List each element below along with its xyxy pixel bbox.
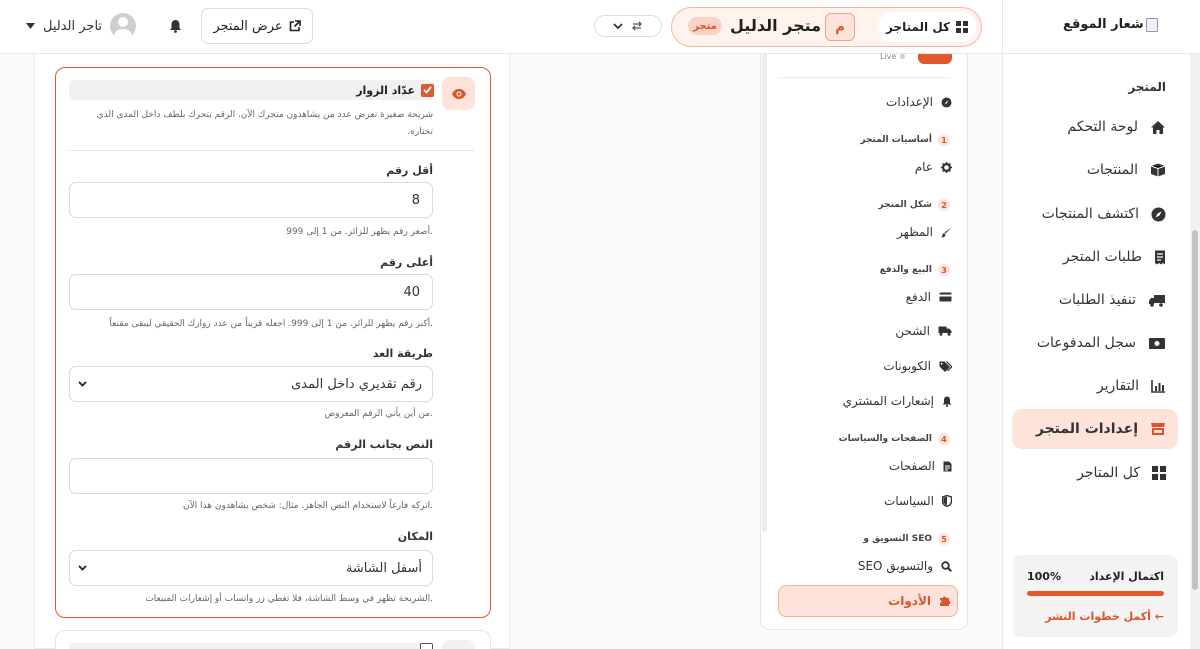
next-tool-checkbox[interactable] [420, 643, 433, 649]
settings-nav-label: عام [914, 160, 933, 174]
max-number-input[interactable] [69, 274, 433, 310]
user-menu[interactable] [26, 12, 142, 40]
section-selling [778, 262, 950, 278]
store-avatar [825, 13, 855, 41]
sidebar-item-label: كل المتاجر [1077, 465, 1140, 481]
min-number-value: 8 [411, 192, 420, 208]
section-title: التسويق و SEO [863, 534, 932, 544]
sidebar-item-store-settings[interactable] [1012, 409, 1178, 449]
enable-checkbox[interactable] [421, 84, 434, 97]
all-stores-button[interactable] [878, 12, 976, 42]
max-number-label: أعلى رقم [380, 256, 433, 269]
section-number: 4 [938, 433, 950, 445]
setup-progress-bar [1027, 591, 1164, 596]
placement-help: الشريحة تظهر في وسط الشاشة، فلا تغطي زر واتساب أو إشعارات المبيعات. [145, 594, 433, 604]
sidebar-item-label: التقارير [1096, 378, 1139, 394]
settings-nav-label: السياسات [884, 494, 934, 508]
sidebar-item-all-stores[interactable] [1012, 453, 1178, 493]
placement-label: المكان [397, 530, 433, 543]
section-pages [778, 431, 950, 447]
settings-nav-buyer-notifications[interactable] [778, 389, 958, 413]
max-number-value: 40 [403, 284, 420, 300]
live-label: Live [880, 52, 897, 61]
puzzle-icon [939, 595, 951, 607]
chevron-down-icon [613, 22, 623, 30]
store-icon [1150, 422, 1166, 436]
settings-nav-settings[interactable] [778, 90, 958, 114]
tags-icon [939, 361, 952, 372]
bell-icon [942, 396, 952, 407]
min-number-input[interactable] [69, 182, 433, 218]
sidebar-item-orders[interactable] [1012, 237, 1178, 277]
view-store-label: عرض المتجر [213, 18, 283, 34]
all-stores-label: كل المتاجر [885, 20, 951, 34]
sidebar-item-products[interactable] [1012, 150, 1178, 190]
settings-nav-scroll-track[interactable] [762, 54, 767, 532]
section-number: 2 [938, 199, 950, 211]
eye-icon [451, 88, 467, 100]
settings-nav-label: الإعدادات [886, 95, 933, 109]
avatar-head [118, 17, 128, 27]
sidebar-item-label: لوحة التحكم [1067, 119, 1138, 135]
sidebar-item-label: طلبات المتجر [1062, 249, 1142, 265]
divider [778, 77, 950, 78]
min-number-label: أقل رقم [386, 164, 433, 177]
sidebar-section-title: المتجر [1128, 80, 1166, 94]
sidebar-item-payments-log[interactable] [1012, 323, 1178, 363]
site-logo[interactable] [1063, 17, 1158, 32]
settings-nav-general[interactable] [778, 155, 958, 179]
settings-nav-coupons[interactable] [778, 354, 958, 378]
settings-nav-policies[interactable] [778, 489, 958, 513]
setup-title: اكتمال الإعداد [1089, 570, 1164, 583]
count-method-select[interactable] [69, 366, 433, 402]
box-icon [1150, 163, 1166, 177]
settings-nav-label: الأدوات [888, 594, 931, 608]
live-toggle-area [880, 54, 952, 68]
section-title: البيع والدفع [879, 265, 932, 275]
settings-nav-label: الصفحات [888, 459, 935, 473]
side-text-input[interactable] [69, 458, 433, 494]
bell-icon [169, 19, 182, 33]
compass-icon [1151, 207, 1166, 222]
section-title: أساسيات المتجر [860, 135, 932, 145]
switch-store-dropdown[interactable] [594, 15, 662, 37]
sidebar-item-dashboard[interactable] [1012, 107, 1178, 147]
gear-icon [941, 162, 952, 173]
grid-icon [956, 21, 968, 33]
broken-image-icon [1146, 18, 1158, 32]
compass-icon [941, 97, 952, 108]
section-title: شكل المتجر [878, 200, 932, 210]
sidebar-item-label: اكتشف المنتجات [1041, 206, 1139, 222]
swap-icon [631, 21, 643, 31]
chart-icon [1151, 380, 1166, 393]
notifications-button[interactable] [165, 16, 185, 36]
section-number: 3 [938, 264, 950, 276]
store-type-badge-label: متجر [693, 20, 717, 32]
next-tool-header [69, 643, 433, 649]
brush-icon [941, 227, 952, 238]
sidebar-item-label: تنفيذ الطلبات [1058, 292, 1136, 308]
min-number-help: أصغر رقم يظهر للزائر. من 1 إلى 999. [286, 227, 433, 237]
visitor-counter-description: شريحة صغيرة تعرض عدد من يشاهدون متجرك الآن. الرقم يتحرك بلطف داخل المدى الذي تختاره. [96, 110, 433, 137]
home-icon [1150, 120, 1166, 135]
setup-progress-card [1013, 555, 1178, 637]
placement-select[interactable] [69, 550, 433, 586]
sidebar-item-label: سجل المدفوعات [1036, 335, 1136, 351]
settings-nav-label: الدفع [905, 290, 931, 304]
settings-nav-label: المظهر [897, 225, 933, 239]
section-number: 1 [938, 134, 950, 146]
sidebar-scrollbar-thumb[interactable] [1192, 230, 1198, 590]
section-marketing [778, 531, 950, 547]
sidebar-item-label: إعدادات المتجر [1035, 421, 1138, 437]
avatar-body [114, 29, 132, 39]
placement-value: أسفل الشاشة [345, 560, 422, 576]
site-logo-text: شعار الموقع [1063, 17, 1144, 32]
visitor-counter-icon-box [442, 77, 475, 110]
count-method-value: رقم تقديري داخل المدى [291, 376, 422, 392]
live-status [880, 52, 905, 61]
max-number-help: أكبر رقم يظهر للزائر. من 1 إلى 999. اجعله قريباً من عدد زوارك الحقيقي ليبقى مقنعاً. [109, 319, 433, 329]
truck-icon [1148, 294, 1166, 307]
live-indicator-tab [918, 54, 952, 64]
settings-nav-payment[interactable] [778, 285, 958, 309]
truck-icon [938, 326, 952, 336]
setup-progress-fill [1027, 591, 1164, 596]
sidebar-item-label: المنتجات [1086, 162, 1138, 178]
side-text-help: اتركه فارغاً لاستخدام النص الجاهز. مثال: شخص يشاهدون هذا الآن. [182, 501, 433, 511]
settings-nav-label: SEO والتسويق [857, 559, 933, 573]
settings-nav-appearance[interactable] [778, 220, 958, 244]
grid-icon [1152, 466, 1166, 480]
chevron-down-icon [78, 565, 87, 571]
settings-nav-label: الشحن [895, 324, 930, 338]
divider [69, 150, 474, 151]
search-icon [941, 561, 952, 572]
sidebar-item-reports[interactable] [1012, 366, 1178, 406]
receipt-icon [1154, 250, 1166, 265]
check-icon [423, 86, 432, 94]
section-number: 5 [938, 533, 950, 545]
visitor-counter-enable[interactable] [350, 83, 434, 97]
file-icon [943, 461, 952, 472]
view-store-button[interactable] [201, 8, 313, 44]
avatar [110, 13, 136, 39]
store-name: متجر الدليل [730, 16, 822, 35]
store-type-badge [688, 17, 722, 35]
complete-publish-link[interactable]: أكمل خطوات النشر ← [1045, 610, 1164, 623]
status-dot-icon [900, 54, 905, 59]
brand-area [1002, 0, 1200, 54]
shield-icon [942, 495, 952, 507]
user-name: تاجر الدليل [43, 18, 103, 34]
settings-nav-tools[interactable] [778, 585, 958, 617]
chevron-down-icon [26, 23, 35, 29]
sidebar-item-discover[interactable] [1012, 194, 1178, 234]
section-title: الصفحات والسياسات [838, 434, 932, 444]
count-method-help: من أين يأتي الرقم المعروض. [324, 409, 433, 419]
count-method-label: طريقة العد [372, 347, 433, 360]
settings-nav-seo[interactable] [778, 554, 958, 578]
money-icon [1148, 337, 1166, 350]
settings-nav-label: إشعارات المشتري [842, 394, 934, 408]
sidebar-item-fulfillment[interactable] [1012, 280, 1178, 320]
side-text-label: النص بجانب الرقم [335, 438, 433, 451]
setup-percent: 100% [1027, 570, 1061, 583]
external-link-icon [289, 20, 301, 32]
credit-card-icon [939, 292, 952, 302]
next-tool-icon-box [442, 640, 475, 649]
settings-nav-label: الكوبونات [883, 359, 931, 373]
visitor-counter-title: عدّاد الزوار [356, 83, 415, 97]
settings-nav-pages[interactable] [778, 454, 958, 478]
section-basics [778, 132, 950, 148]
store-initial: م [835, 19, 845, 35]
settings-nav-shipping[interactable] [778, 319, 958, 343]
chevron-down-icon [78, 381, 87, 387]
section-look [778, 197, 950, 213]
